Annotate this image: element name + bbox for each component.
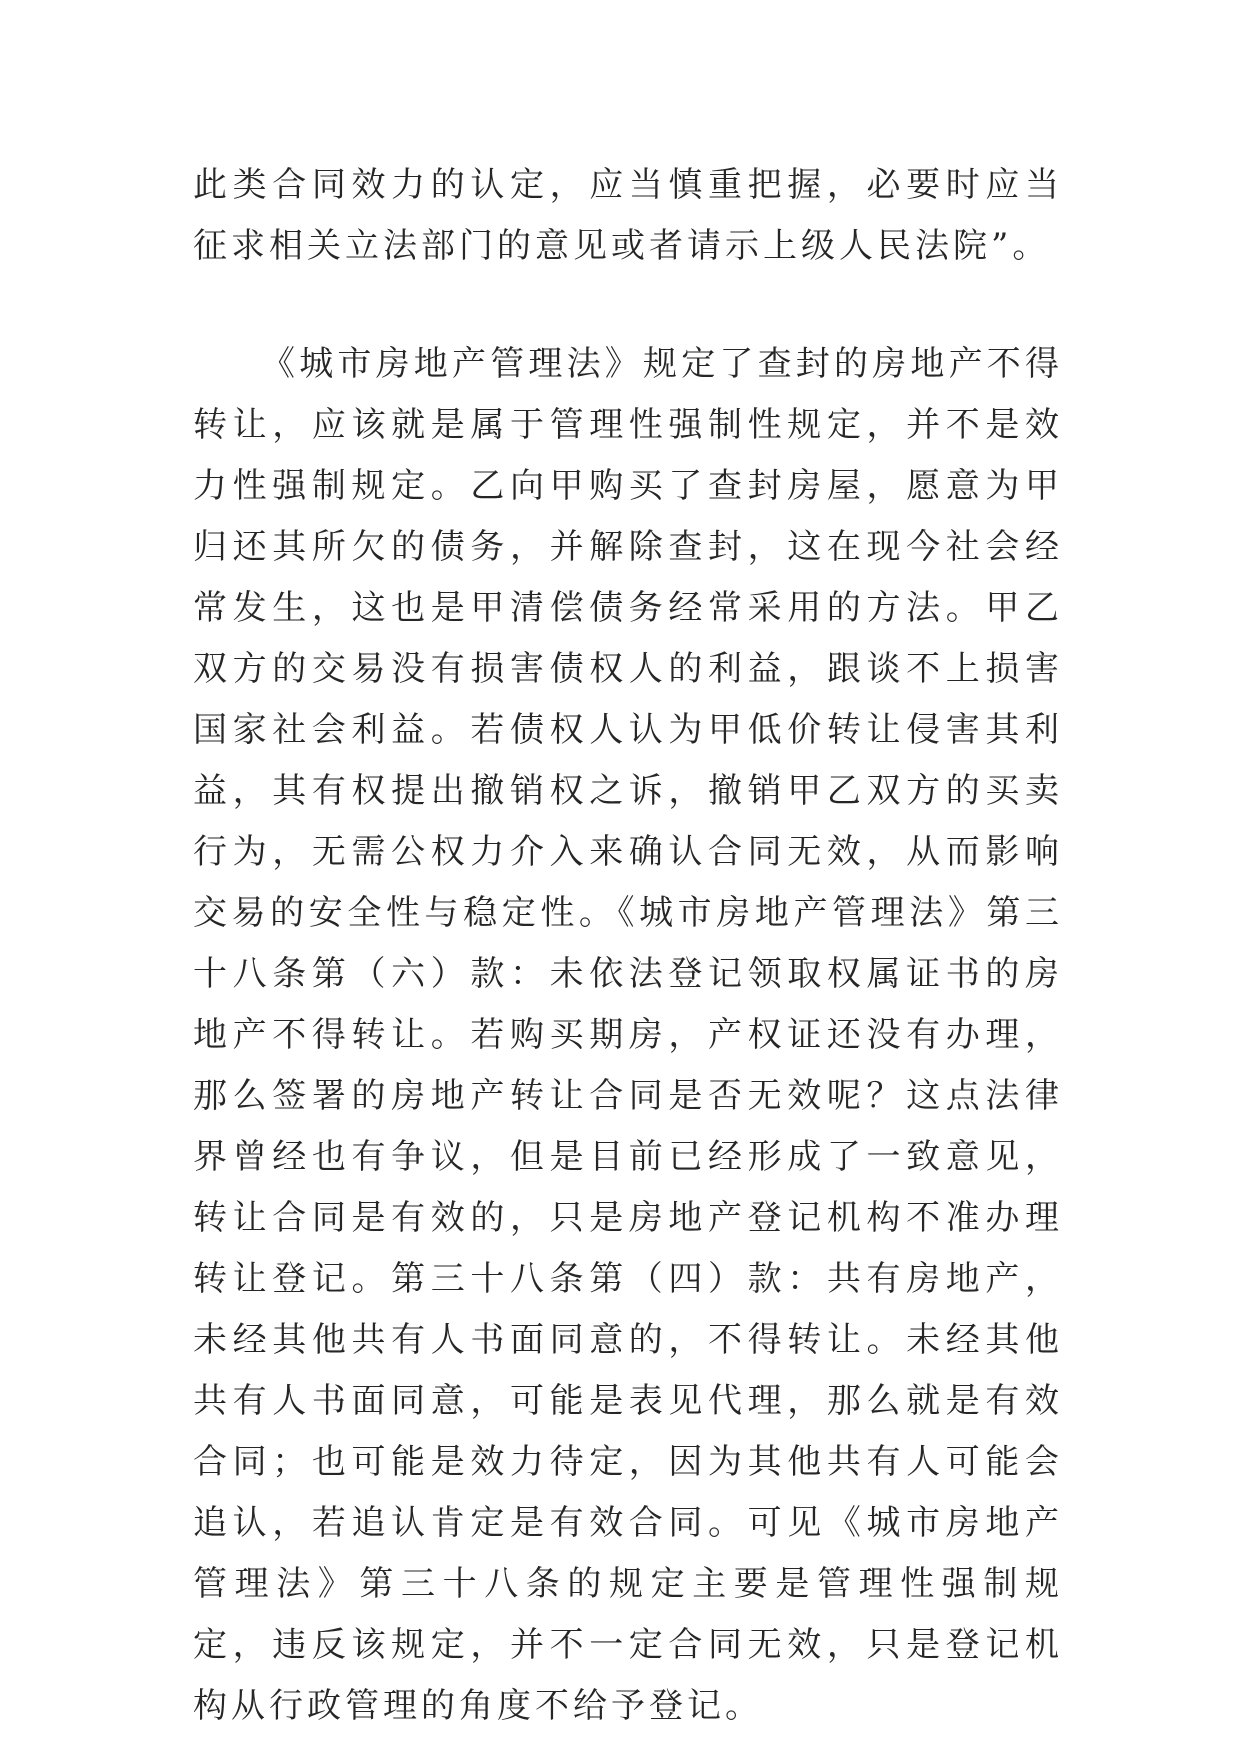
paragraph-body: 《城市房地产管理法》规定了查封的房地产不得转让，应该就是属于管理性强制性规定，并不是效力性强制规定。乙向甲购买了查封房屋，愿意为甲归还其所欠的债务，并解除查封，这在现今社会经常发生，这也是甲清偿债务经常采用的方法。甲乙双方的交易没有损害债权人的利益，跟谈不上损害国家社会利益。若债权人认为甲低价转让侵害其利益，其有权提出撤销权之诉，撤销甲乙双方的买卖行为，无需公权力介入来确认合同无效，从而影响交易的安全性与稳定性。《城市房地产管理法》第三十八条第（六）款：未依法登记领取权属证书的房地产不得转让。若购买期房，产权证还没有办理，那么签署的房地产转让合同是否无效呢？这点法律界曾经也有争议，但是目前已经形成了一致意见，转让合同是有效的，只是房地产登记机构不准办理转让登记。第三十八条第（四）款：共有房地产，未经其他共有人书面同意的，不得转让。未经其他共有人书面同意，可能是表见代理，那么就是有效合同；也可能是效力待定，因为其他共有人可能会追认，若追认肯定是有效合同。可见《城市房地产管理法》第三十八条的规定主要是管理性强制规定，违反该规定，并不一定合同无效，只是登记机构从行政管理的角度不给予登记。 bbox=[193, 344, 1063, 1726]
paragraph-continuation: 此类合同效力的认定，应当慎重把握，必要时应当征求相关立法部门的意见或者请示上级人民法院”。 bbox=[193, 165, 1063, 266]
